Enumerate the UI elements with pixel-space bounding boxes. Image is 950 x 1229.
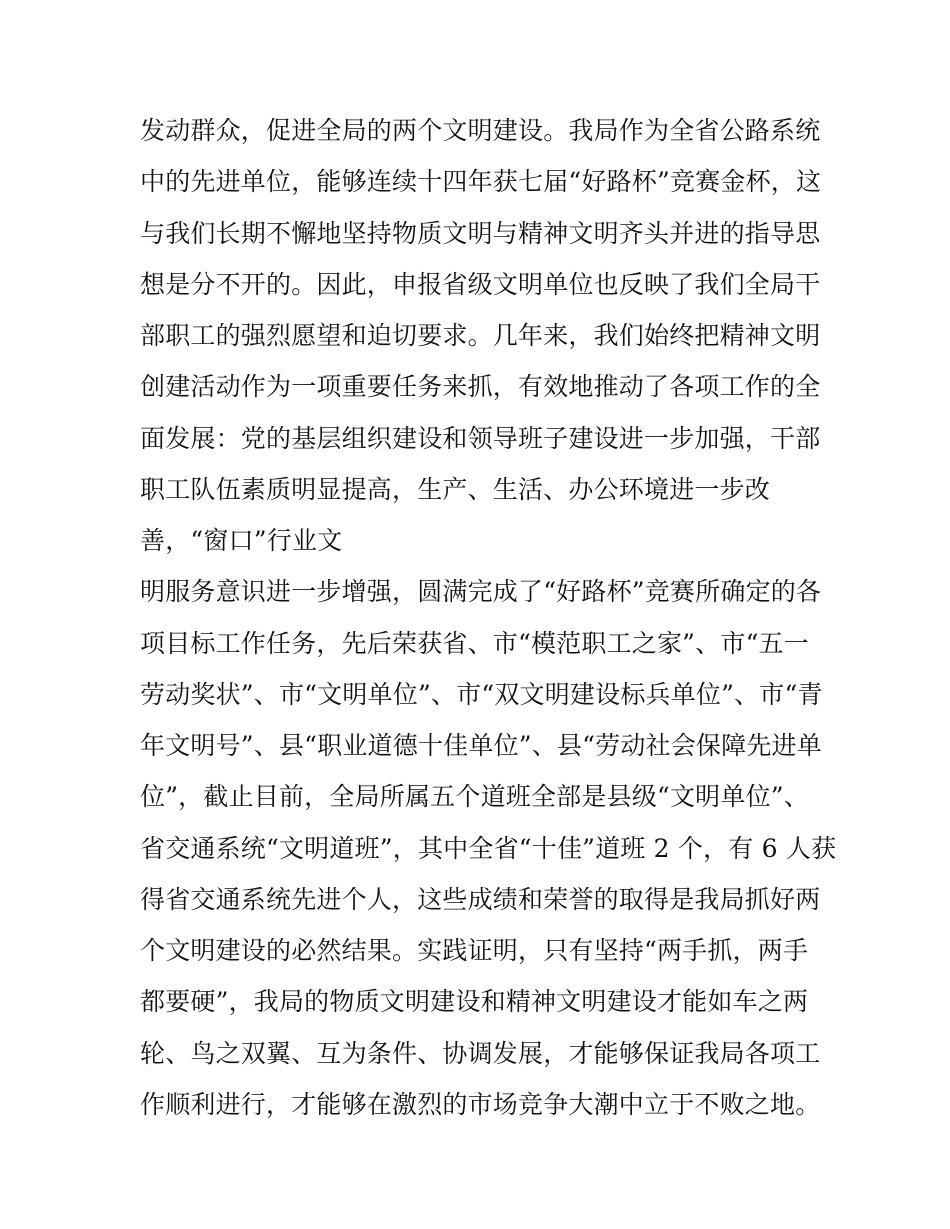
text-line: 明服务意识进一步增强，圆满完成了“好路杯”竞赛所确定的各 — [140, 577, 822, 607]
text-line: 想是分不开的。因此，申报省级文明单位也反映了我们全局干 — [140, 269, 821, 299]
text-line: 都要硬”，我局的物质文明建设和精神文明建设才能如车之两 — [140, 987, 809, 1017]
text-line: 创建活动作为一项重要任务来抓，有效地推动了各项工作的全 — [140, 372, 821, 402]
text-line: 位”，截止目前，全局所属五个道班全部是县级“文明单位”、 — [140, 782, 809, 812]
text-line: 中的先进单位，能够连续十四年获七届“好路杯”竞赛金杯，这 — [140, 167, 822, 197]
text-line: 面发展：党的基层组织建设和领导班子建设进一步加强，干部 — [140, 423, 821, 453]
text-line: 年文明号”、县“职业道德十佳单位”、县“劳动社会保障先进单 — [140, 731, 822, 760]
text-line: 劳动奖状”、市“文明单位”、市“双文明建设标兵单位”、市“青 — [140, 679, 823, 709]
text-line: 发动群众，促进全局的两个文明建设。我局作为全省公路系统 — [140, 116, 821, 145]
text-line: 个文明建设的必然结果。实践证明，只有坚持“两手抓，两手 — [140, 936, 809, 965]
text-line: 轮、鸟之双翼、互为条件、协调发展，才能够保证我局各项工 — [140, 1038, 821, 1068]
text-line: 项目标工作任务，先后荣获省、市“模范职工之家”、市“五一 — [140, 628, 809, 658]
text-line: 作顺利进行，才能够在激烈的市场竞争大潮中立于不败之地。 — [140, 1089, 821, 1119]
text-line: 职工队伍素质明显提高，生产、生活、办公环境进一步改 — [140, 474, 771, 504]
text-line: 善，“窗口”行业文 — [140, 526, 343, 555]
text-line: 得省交通系统先进个人，这些成绩和荣誉的取得是我局抓好两 — [140, 884, 821, 914]
body-text — [140, 105, 837, 1130]
text-line: 省交通系统“文明道班”，其中全省“十佳”道班 2 个，有 6 人获 — [140, 833, 837, 863]
text-line: 与我们长期不懈地坚持物质文明与精神文明齐头并进的指导思 — [140, 218, 821, 248]
text-line: 部职工的强烈愿望和迫切要求。几年来，我们始终把精神文明 — [140, 321, 821, 350]
